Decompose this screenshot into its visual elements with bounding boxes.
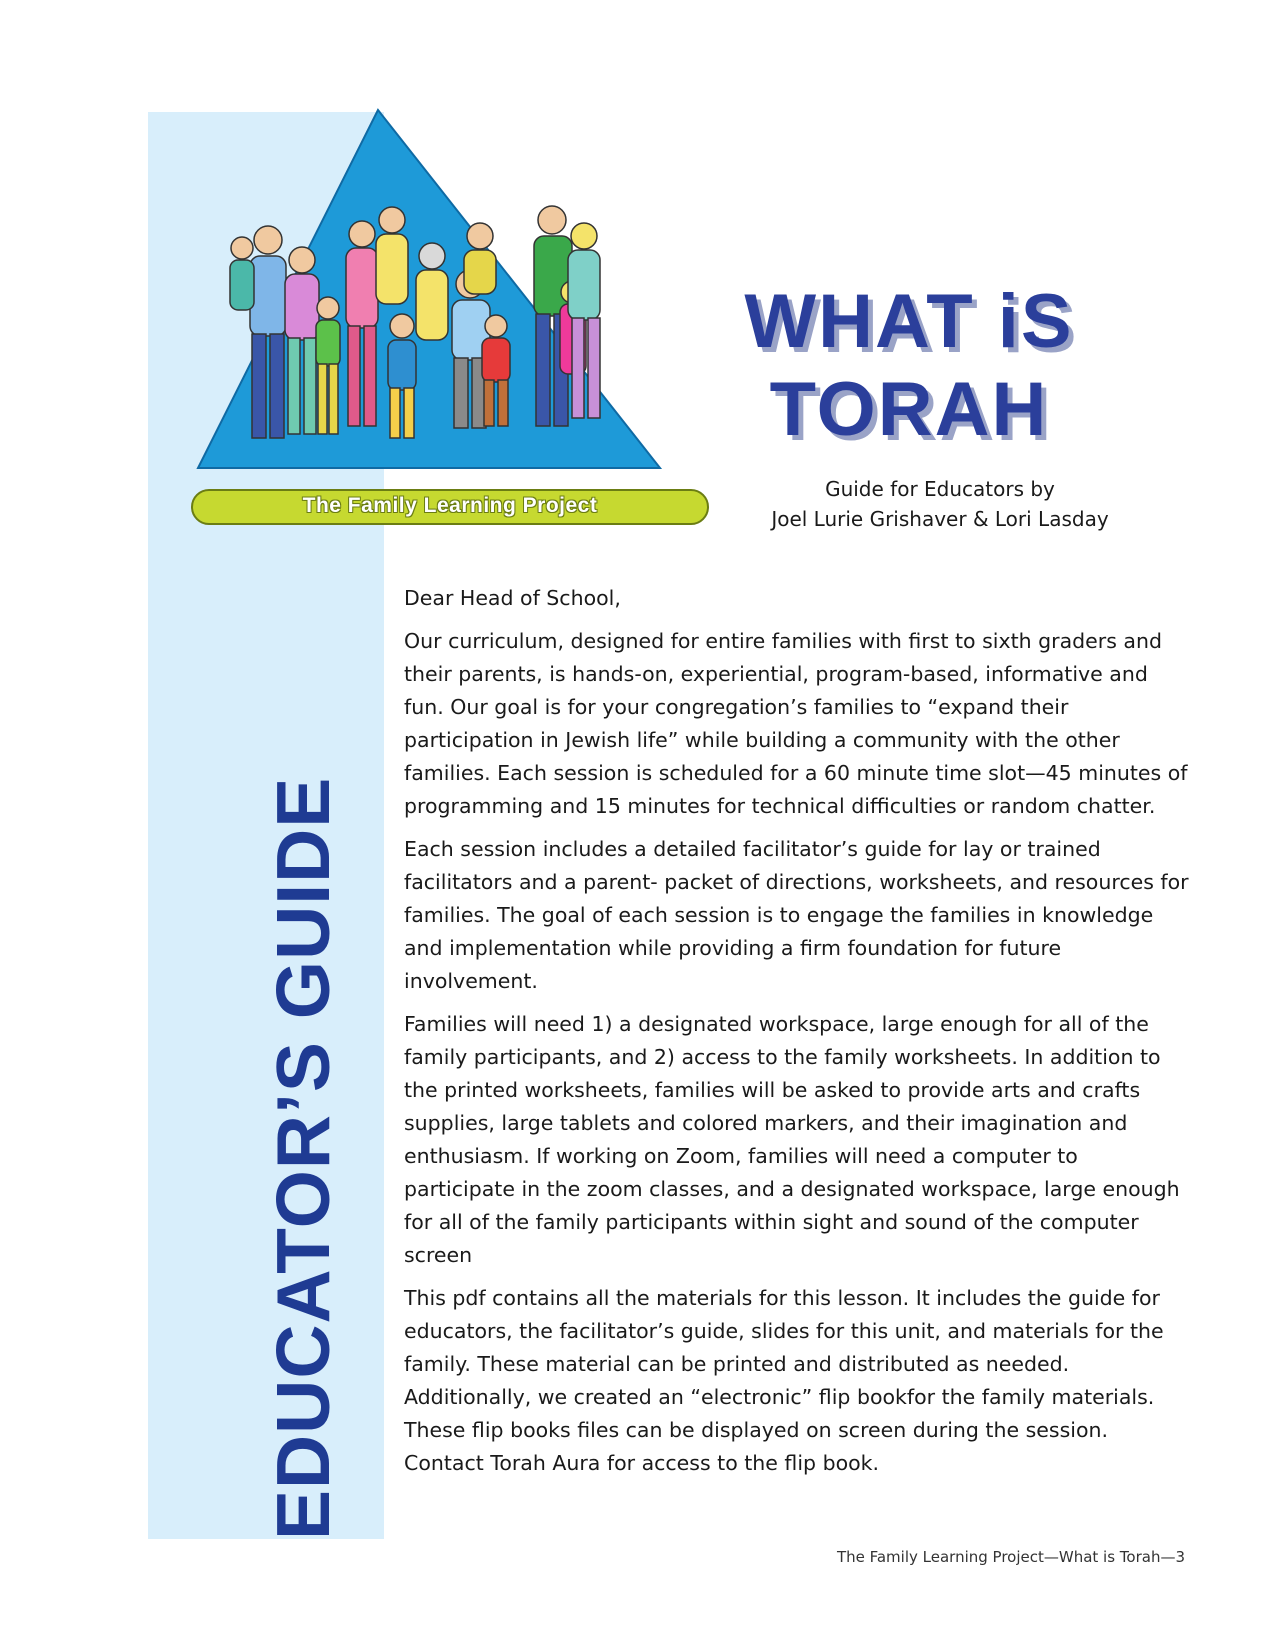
- figure-8: [416, 243, 448, 340]
- document-title: [724, 278, 1094, 454]
- family-learning-logo: [180, 108, 722, 526]
- title-line-1: WHAT iS: [744, 279, 1074, 364]
- page-footer: The Family Learning Project—What is Torah—3: [836, 1548, 1185, 1566]
- figure-2: [230, 237, 254, 310]
- paragraph: Families will need 1) a designated workspace, large enough for all of the family participants, and 2) access to the family worksheets. In addition to the printed worksheets, families will be asked to provide arts and crafts supplies, large tablets and colored markers, and their imagination and enthusiasm. If working on Zoom, families will need a computer to participate in the zoom classes, and a designated workspace, large enough for all of the family participants within sight and sound of the computer screen: [404, 1012, 1180, 1267]
- letter-body: [404, 582, 1194, 1490]
- logo-banner-text: The Family Learning Project: [302, 494, 598, 517]
- paragraph: This pdf contains all the materials for this lesson. It includes the guide for educators, the facilitator’s guide, slides for this unit, and materials for the family. These material can be printed and distributed as needed. Additionally, we created an “electronic” flip bookfor the family materials. These flip books files can be displayed on screen during the session. Contact Torah Aura for access to the flip book.: [404, 1286, 1164, 1475]
- byline-line-2: Joel Lurie Grishaver & Lori Lasday: [771, 507, 1109, 531]
- byline-line-1: Guide for Educators by: [825, 477, 1055, 501]
- paragraph: Each session includes a detailed facilitator’s guide for lay or trained facilitators and a parent- packet of directions, worksheets, and resources for families. The goal of each session is to engage the families in knowledge and implementation while providing a firm foundation for future involvement.: [404, 837, 1189, 993]
- figure-14: [568, 223, 600, 418]
- salutation: Dear Head of School,: [404, 586, 621, 610]
- byline: [740, 474, 1140, 534]
- title-line-2: TORAH: [769, 367, 1049, 452]
- paragraph: Our curriculum, designed for entire families with first to sixth graders and their parents, is hands-on, experiential, program-based, informative and fun. Our goal is for your congregation’s families to “expand their participation in Jewish life” while building a community with the other families. Each session is scheduled for a 60 minute time slot—45 minutes of programming and 15 minutes for technical difficulties or random chatter.: [404, 629, 1188, 818]
- figure-6: [376, 207, 408, 304]
- educators-guide-heading: EDUCATOR’S GUIDE: [261, 776, 345, 1540]
- figure-11: [464, 223, 496, 294]
